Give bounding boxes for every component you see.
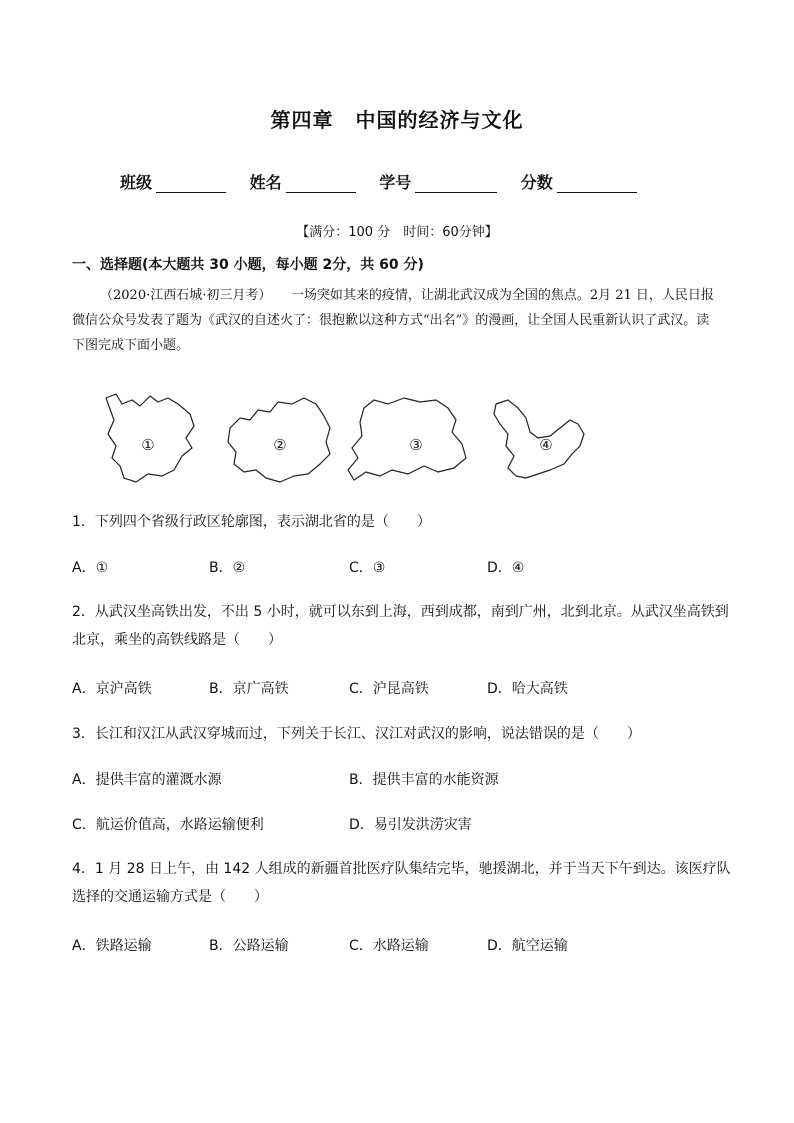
map-label-2: ② [273, 436, 287, 454]
page-title [0, 104, 794, 133]
q4-option-b[interactable]: B．公路运输 [209, 938, 289, 954]
exam-meta: 【满分：100 分 时间：60分钟】 [296, 225, 498, 240]
question-1: 1．下列四个省级行政区轮廓图，表示湖北省的是（ ） [72, 514, 431, 530]
intro-paragraph: （2020·江西石城·初三月考） 一场突如其来的疫情，让湖北武汉成为全国的焦点。2月 21 日，人民日报微信公众号发表了题为《武汉的自述火了：很抱歉以这种方式“出名”》的漫画，让全国人民重新认识了武汉。读下图完成下面小题。 [72, 288, 714, 353]
map-outline-2 [228, 398, 330, 482]
class-blank[interactable] [156, 178, 226, 193]
map-outline-3 [348, 398, 466, 480]
id-label: 学号 [379, 173, 412, 192]
question-4-options [72, 935, 732, 959]
q1-option-b[interactable]: B．② [209, 560, 246, 576]
q2-option-b[interactable]: B．京广高铁 [209, 681, 289, 697]
question-2: 2．从武汉坐高铁出发，不出 5 小时，就可以东到上海，西到成都，南到广州，北到北京。从武汉坐高铁到北京，乘坐的高铁线路是（ ） [72, 604, 729, 648]
q1-option-a[interactable]: A．① [72, 560, 109, 576]
q4-option-a[interactable]: A．铁路运输 [72, 938, 152, 954]
section-title: 一、选择题(本大题共 30 小题，每小题 2分，共 60 分) [72, 257, 424, 273]
map-label-3: ③ [409, 436, 423, 454]
score-label: 分数 [520, 173, 553, 192]
question-3-options-row-1 [72, 769, 732, 793]
map-label-4: ④ [539, 436, 553, 454]
province-outline-maps [98, 390, 598, 490]
question-3: 3．长江和汉江从武汉穿城而过，下列关于长江、汉江对武汉的影响，说法错误的是（ ） [72, 726, 641, 742]
name-label: 姓名 [249, 173, 282, 192]
q3-option-a[interactable]: A．提供丰富的灌溉水源 [72, 772, 222, 788]
student-info-row [120, 170, 655, 193]
name-field[interactable] [250, 170, 356, 193]
q3-option-c[interactable]: C．航运价值高，水路运输便利 [72, 817, 264, 833]
score-blank[interactable] [557, 178, 637, 193]
chapter-title: 中国的经济与文化 [355, 108, 524, 132]
q2-option-d[interactable]: D．哈大高铁 [487, 681, 568, 697]
question-3-options-row-2 [72, 814, 732, 838]
question-2-options [72, 678, 732, 702]
q4-option-c[interactable]: C．水路运输 [349, 938, 429, 954]
map-outline-1 [106, 394, 194, 482]
map-label-1: ① [141, 436, 155, 454]
q3-option-d[interactable]: D．易引发洪涝灾害 [349, 817, 472, 833]
class-field[interactable] [120, 170, 226, 193]
id-field[interactable] [379, 170, 497, 193]
question-4: 4．1 月 28 日上午，由 142 人组成的新疆首批医疗队集结完毕，驰援湖北，并于当天下午到达。该医疗队选择的交通运输方式是（ ） [72, 861, 731, 905]
class-label: 班级 [120, 173, 153, 192]
q1-option-d[interactable]: D．④ [487, 560, 525, 576]
score-field[interactable] [521, 170, 637, 193]
map-outline-4 [494, 400, 584, 478]
q2-option-c[interactable]: C．沪昆高铁 [349, 681, 429, 697]
q2-option-a[interactable]: A．京沪高铁 [72, 681, 152, 697]
id-blank[interactable] [415, 178, 497, 193]
q4-option-d[interactable]: D．航空运输 [487, 938, 568, 954]
q1-option-c[interactable]: C．③ [349, 560, 386, 576]
question-1-options [72, 557, 732, 581]
chapter-label: 第四章 [270, 108, 334, 132]
q3-option-b[interactable]: B．提供丰富的水能资源 [349, 772, 499, 788]
name-blank[interactable] [286, 178, 356, 193]
